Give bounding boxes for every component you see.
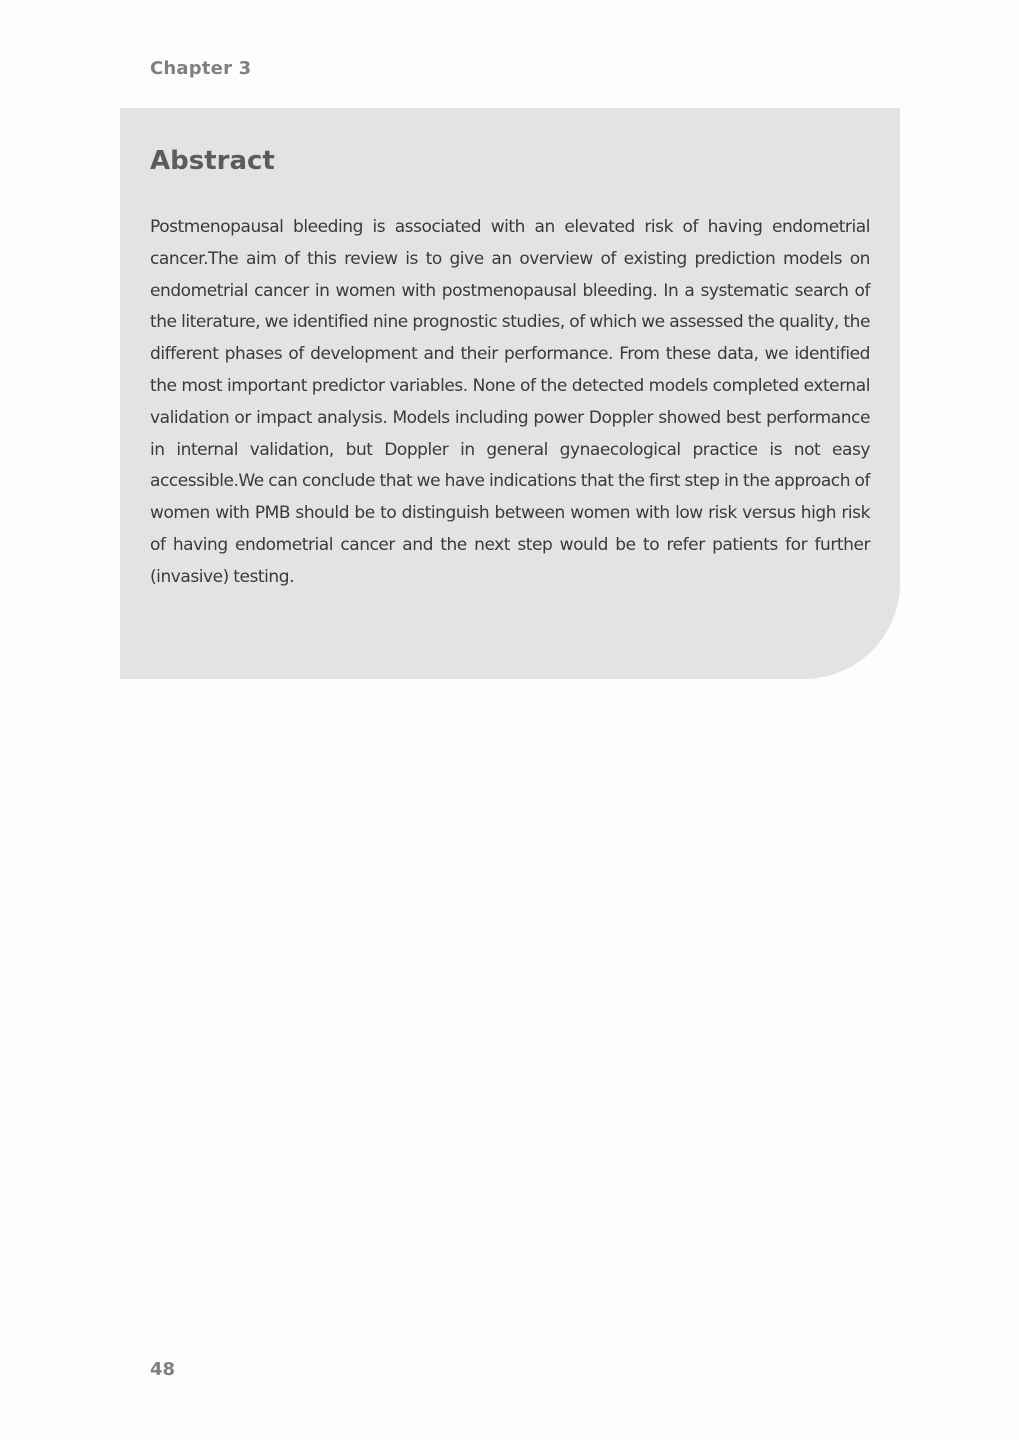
abstract-box <box>120 108 900 679</box>
abstract-heading: Abstract <box>150 146 275 176</box>
page-number: 48 <box>150 1359 176 1380</box>
chapter-running-header: Chapter 3 <box>150 58 252 79</box>
abstract-body-text: Postmenopausal bleeding is associated with an elevated risk of having endometrial cancer.The aim of this review is to give an overview of existing prediction models on endometrial cancer in women with postmenopausal bleeding. In a systematic search of the literature, we identified nine prognostic studies, of which we assessed the quality, the different phases of development and their performance. From these data, we identified the most important predictor variables. None of the detected models completed external validation or impact analysis. Models including power Doppler showed best performance in internal validation, but Doppler in general gynaecological practice is not easy accessible.We can conclude that we have indications that the first step in the approach of women with PMB should be to distinguish between women with low risk versus high risk of having endometrial cancer and the next step would be to refer patients for further (invasive) testing. <box>150 217 870 587</box>
